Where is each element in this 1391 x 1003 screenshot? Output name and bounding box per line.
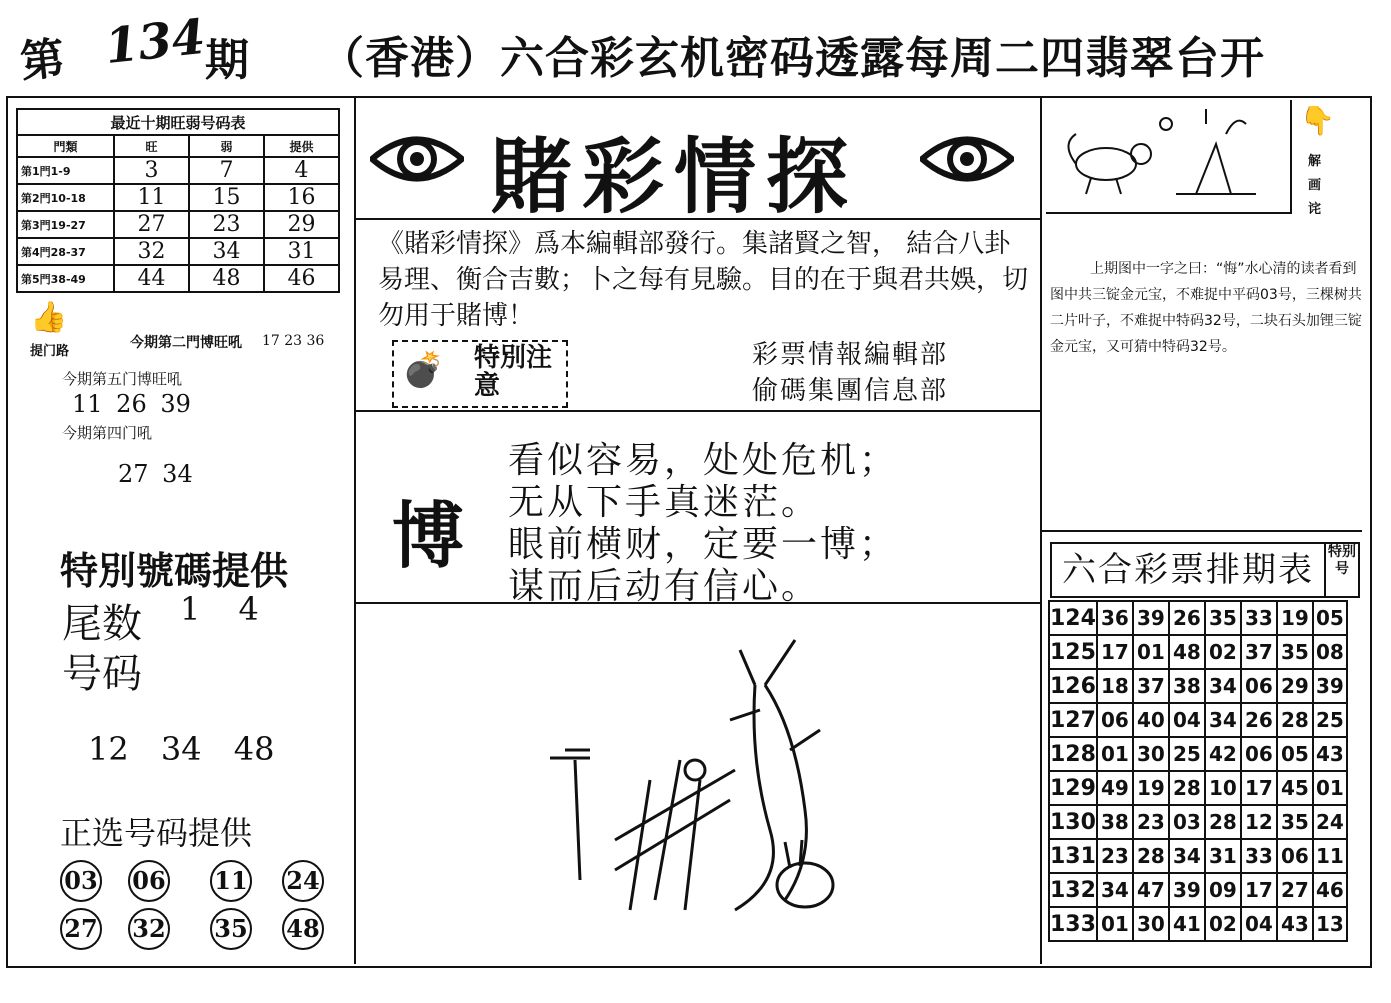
history-row [17, 184, 339, 211]
history-row [17, 211, 339, 238]
history-header-cell: 旺 [114, 135, 189, 157]
schedule-number: 26 [1241, 703, 1277, 737]
schedule-special: 24 [1313, 805, 1347, 839]
history-cell-period: 第5門38-49 [17, 265, 114, 292]
schedule-special: 46 [1313, 873, 1347, 907]
schedule-number: 38 [1169, 669, 1205, 703]
pick-ball: 03 [60, 860, 102, 902]
schedule-row [1049, 737, 1347, 771]
pick-ball: 35 [210, 908, 252, 950]
history-cell-weak: 7 [189, 157, 264, 184]
schedule-row [1049, 635, 1347, 669]
bomb-icon: 💣 [402, 350, 445, 390]
schedule-number: 01 [1133, 635, 1169, 669]
banner-title: （香港）六合彩玄机密码透露每周二四翡翠台开 [320, 33, 1265, 84]
schedule-number: 17 [1241, 873, 1277, 907]
pick-ball: 06 [128, 860, 170, 902]
schedule-number: 04 [1169, 703, 1205, 737]
riddle-text: 上期图中一字之曰：“悔”水心清的读者看到图中共三锭金元宝，不难捉中平码03号，三棵树共二片叶子，不难捉中特码32号，二块石头加锂三锭金元宝，又可猜中特码32号。 [1050, 261, 1362, 355]
history-cell-tip: 31 [264, 238, 339, 265]
schedule-number: 28 [1133, 839, 1169, 873]
schedule-number: 23 [1097, 839, 1133, 873]
history-cell-weak: 34 [189, 238, 264, 265]
schedule-number: 28 [1205, 805, 1241, 839]
history-row [17, 265, 339, 292]
issue-prefix: 第 [17, 32, 68, 89]
schedule-number: 30 [1133, 737, 1169, 771]
schedule-number: 25 [1169, 737, 1205, 771]
schedule-number: 06 [1097, 703, 1133, 737]
schedule-number: 12 [1241, 805, 1277, 839]
schedule-number: 31 [1205, 839, 1241, 873]
schedule-number: 17 [1241, 771, 1277, 805]
schedule-special: 05 [1313, 601, 1347, 635]
schedule-special: 13 [1313, 907, 1347, 941]
poem-line: 无从下手真迷茫。 [508, 482, 821, 523]
history-cell-hot: 3 [114, 157, 189, 184]
history-cell-tip: 29 [264, 211, 339, 238]
tree-illustration [520, 630, 850, 930]
schedule-row [1049, 839, 1347, 873]
special-title: 特別號碼提供 [60, 549, 289, 593]
history-cell-hot: 27 [114, 211, 189, 238]
history-header-row [17, 135, 339, 157]
notice-label: 特別注意 [474, 343, 553, 401]
history-header-cell: 門類 [17, 135, 114, 157]
schedule-issue: 129 [1049, 771, 1097, 805]
tip-line-2-numbers: 17 23 36 [262, 333, 325, 349]
tip-line-2: 今期第二門博旺吼 [130, 335, 242, 351]
schedule-row [1049, 703, 1347, 737]
schedule-row [1049, 873, 1347, 907]
picks-title: 正选号码提供 [60, 814, 253, 852]
schedule-number: 19 [1133, 771, 1169, 805]
riddle-label: 解画诧 [1308, 154, 1322, 217]
schedule-issue: 133 [1049, 907, 1097, 941]
org-line-2: 偷碼集團信息部 [752, 376, 949, 406]
thumbs-up-icon: 👍 [30, 300, 68, 335]
pick-ball: 27 [60, 908, 102, 950]
monkey-illustration [1056, 104, 1256, 208]
schedule-number: 35 [1277, 635, 1313, 669]
schedule-number: 28 [1169, 771, 1205, 805]
schedule-row [1049, 805, 1347, 839]
pointing-hand-icon: 👇 [1300, 104, 1335, 137]
schedule-issue: 124 [1049, 601, 1097, 635]
schedule-special-label: 特别号 [1324, 542, 1360, 598]
history-table [16, 108, 340, 293]
schedule-number: 35 [1205, 601, 1241, 635]
tail-values: 1 4 [180, 590, 259, 628]
history-cell-tip: 46 [264, 265, 339, 292]
schedule-number: 33 [1241, 839, 1277, 873]
schedule-number: 04 [1241, 907, 1277, 941]
schedule-number: 02 [1205, 907, 1241, 941]
poem-line: 眼前横财，定要一博； [508, 524, 899, 565]
history-title: 最近十期旺弱号码表 [17, 109, 339, 135]
pick-ball: 48 [282, 908, 324, 950]
schedule-table [1048, 600, 1348, 942]
schedule-number: 27 [1277, 873, 1313, 907]
masthead-title: 賭彩情探 [490, 129, 859, 225]
schedule-special: 43 [1313, 737, 1347, 771]
schedule-number: 26 [1169, 601, 1205, 635]
schedule-number: 45 [1277, 771, 1313, 805]
schedule-number: 02 [1205, 635, 1241, 669]
schedule-number: 17 [1097, 635, 1133, 669]
issue-number: 134 [102, 8, 208, 76]
schedule-number: 38 [1097, 805, 1133, 839]
history-cell-period: 第2門10-18 [17, 184, 114, 211]
schedule-special: 25 [1313, 703, 1347, 737]
pick-ball: 24 [282, 860, 324, 902]
schedule-number: 28 [1277, 703, 1313, 737]
schedule-number: 37 [1133, 669, 1169, 703]
schedule-number: 35 [1277, 805, 1313, 839]
schedule-issue: 131 [1049, 839, 1097, 873]
schedule-issue: 130 [1049, 805, 1097, 839]
eye-icon [920, 128, 1014, 190]
schedule-row [1049, 771, 1347, 805]
history-cell-weak: 48 [189, 265, 264, 292]
schedule-number: 34 [1097, 873, 1133, 907]
schedule-number: 39 [1133, 601, 1169, 635]
schedule-number: 42 [1205, 737, 1241, 771]
schedule-row [1049, 669, 1347, 703]
schedule-row [1049, 907, 1347, 941]
poem-big-char: 博 [392, 493, 465, 578]
schedule-number: 10 [1205, 771, 1241, 805]
schedule-number: 43 [1277, 907, 1313, 941]
code-values: 12 34 48 [88, 730, 275, 768]
schedule-issue: 126 [1049, 669, 1097, 703]
schedule-number: 06 [1241, 737, 1277, 771]
schedule-number: 37 [1241, 635, 1277, 669]
schedule-special: 39 [1313, 669, 1347, 703]
eye-icon [370, 128, 464, 190]
schedule-number: 09 [1205, 873, 1241, 907]
schedule-number: 49 [1097, 771, 1133, 805]
tip-line-4: 今期第四门吼 [62, 424, 153, 442]
poem-line: 看似容易，处处危机； [508, 440, 899, 481]
schedule-issue: 127 [1049, 703, 1097, 737]
history-header-cell: 提供 [264, 135, 339, 157]
schedule-number: 18 [1097, 669, 1133, 703]
schedule-number: 39 [1169, 873, 1205, 907]
pick-ball: 32 [128, 908, 170, 950]
schedule-number: 01 [1097, 907, 1133, 941]
schedule-number: 34 [1205, 669, 1241, 703]
schedule-number: 19 [1277, 601, 1313, 635]
history-cell-hot: 32 [114, 238, 189, 265]
schedule-number: 48 [1169, 635, 1205, 669]
schedule-special: 01 [1313, 771, 1347, 805]
schedule-number: 41 [1169, 907, 1205, 941]
schedule-number: 29 [1277, 669, 1313, 703]
schedule-number: 23 [1133, 805, 1169, 839]
schedule-number: 06 [1277, 839, 1313, 873]
schedule-number: 06 [1241, 669, 1277, 703]
schedule-issue: 132 [1049, 873, 1097, 907]
schedule-number: 47 [1133, 873, 1169, 907]
schedule-number: 40 [1133, 703, 1169, 737]
schedule-number: 36 [1097, 601, 1133, 635]
history-cell-weak: 15 [189, 184, 264, 211]
history-cell-tip: 16 [264, 184, 339, 211]
schedule-title: 六合彩票排期表 [1050, 542, 1326, 598]
schedule-special: 11 [1313, 839, 1347, 873]
tail-label: 尾数 [62, 601, 142, 647]
schedule-number: 30 [1133, 907, 1169, 941]
schedule-number: 03 [1169, 805, 1205, 839]
schedule-number: 33 [1241, 601, 1277, 635]
issue-suffix: 期 [205, 35, 249, 86]
schedule-row [1049, 601, 1347, 635]
schedule-special: 08 [1313, 635, 1347, 669]
schedule-issue: 128 [1049, 737, 1097, 771]
history-cell-period: 第1門1-9 [17, 157, 114, 184]
schedule-number: 05 [1277, 737, 1313, 771]
intro-text: 《賭彩情探》爲本編輯部發行。集諸賢之智， 結合八卦易理、衡合吉數；卜之每有見驗。目的在于與君共娛，切勿用于賭博！ [378, 229, 1029, 331]
tip-line-5-numbers: 11 26 39 [72, 390, 191, 418]
schedule-number: 34 [1205, 703, 1241, 737]
schedule-number: 34 [1169, 839, 1205, 873]
history-cell-period: 第3門19-27 [17, 211, 114, 238]
schedule-issue: 125 [1049, 635, 1097, 669]
pick-ball: 11 [210, 860, 252, 902]
tip-label: 提门路 [30, 344, 70, 359]
tip-line-5: 今期第五门博旺吼 [62, 370, 183, 388]
history-row [17, 157, 339, 184]
history-cell-weak: 23 [189, 211, 264, 238]
history-cell-tip: 4 [264, 157, 339, 184]
history-cell-hot: 11 [114, 184, 189, 211]
history-cell-hot: 44 [114, 265, 189, 292]
schedule-number: 01 [1097, 737, 1133, 771]
history-cell-period: 第4門28-37 [17, 238, 114, 265]
org-line-1: 彩票情報編輯部 [752, 340, 949, 370]
history-header-cell: 弱 [189, 135, 264, 157]
tip-line-4-numbers: 27 34 [118, 460, 193, 488]
poem-line: 谋而后动有信心。 [508, 566, 821, 607]
code-label: 号码 [62, 651, 142, 697]
history-row [17, 238, 339, 265]
